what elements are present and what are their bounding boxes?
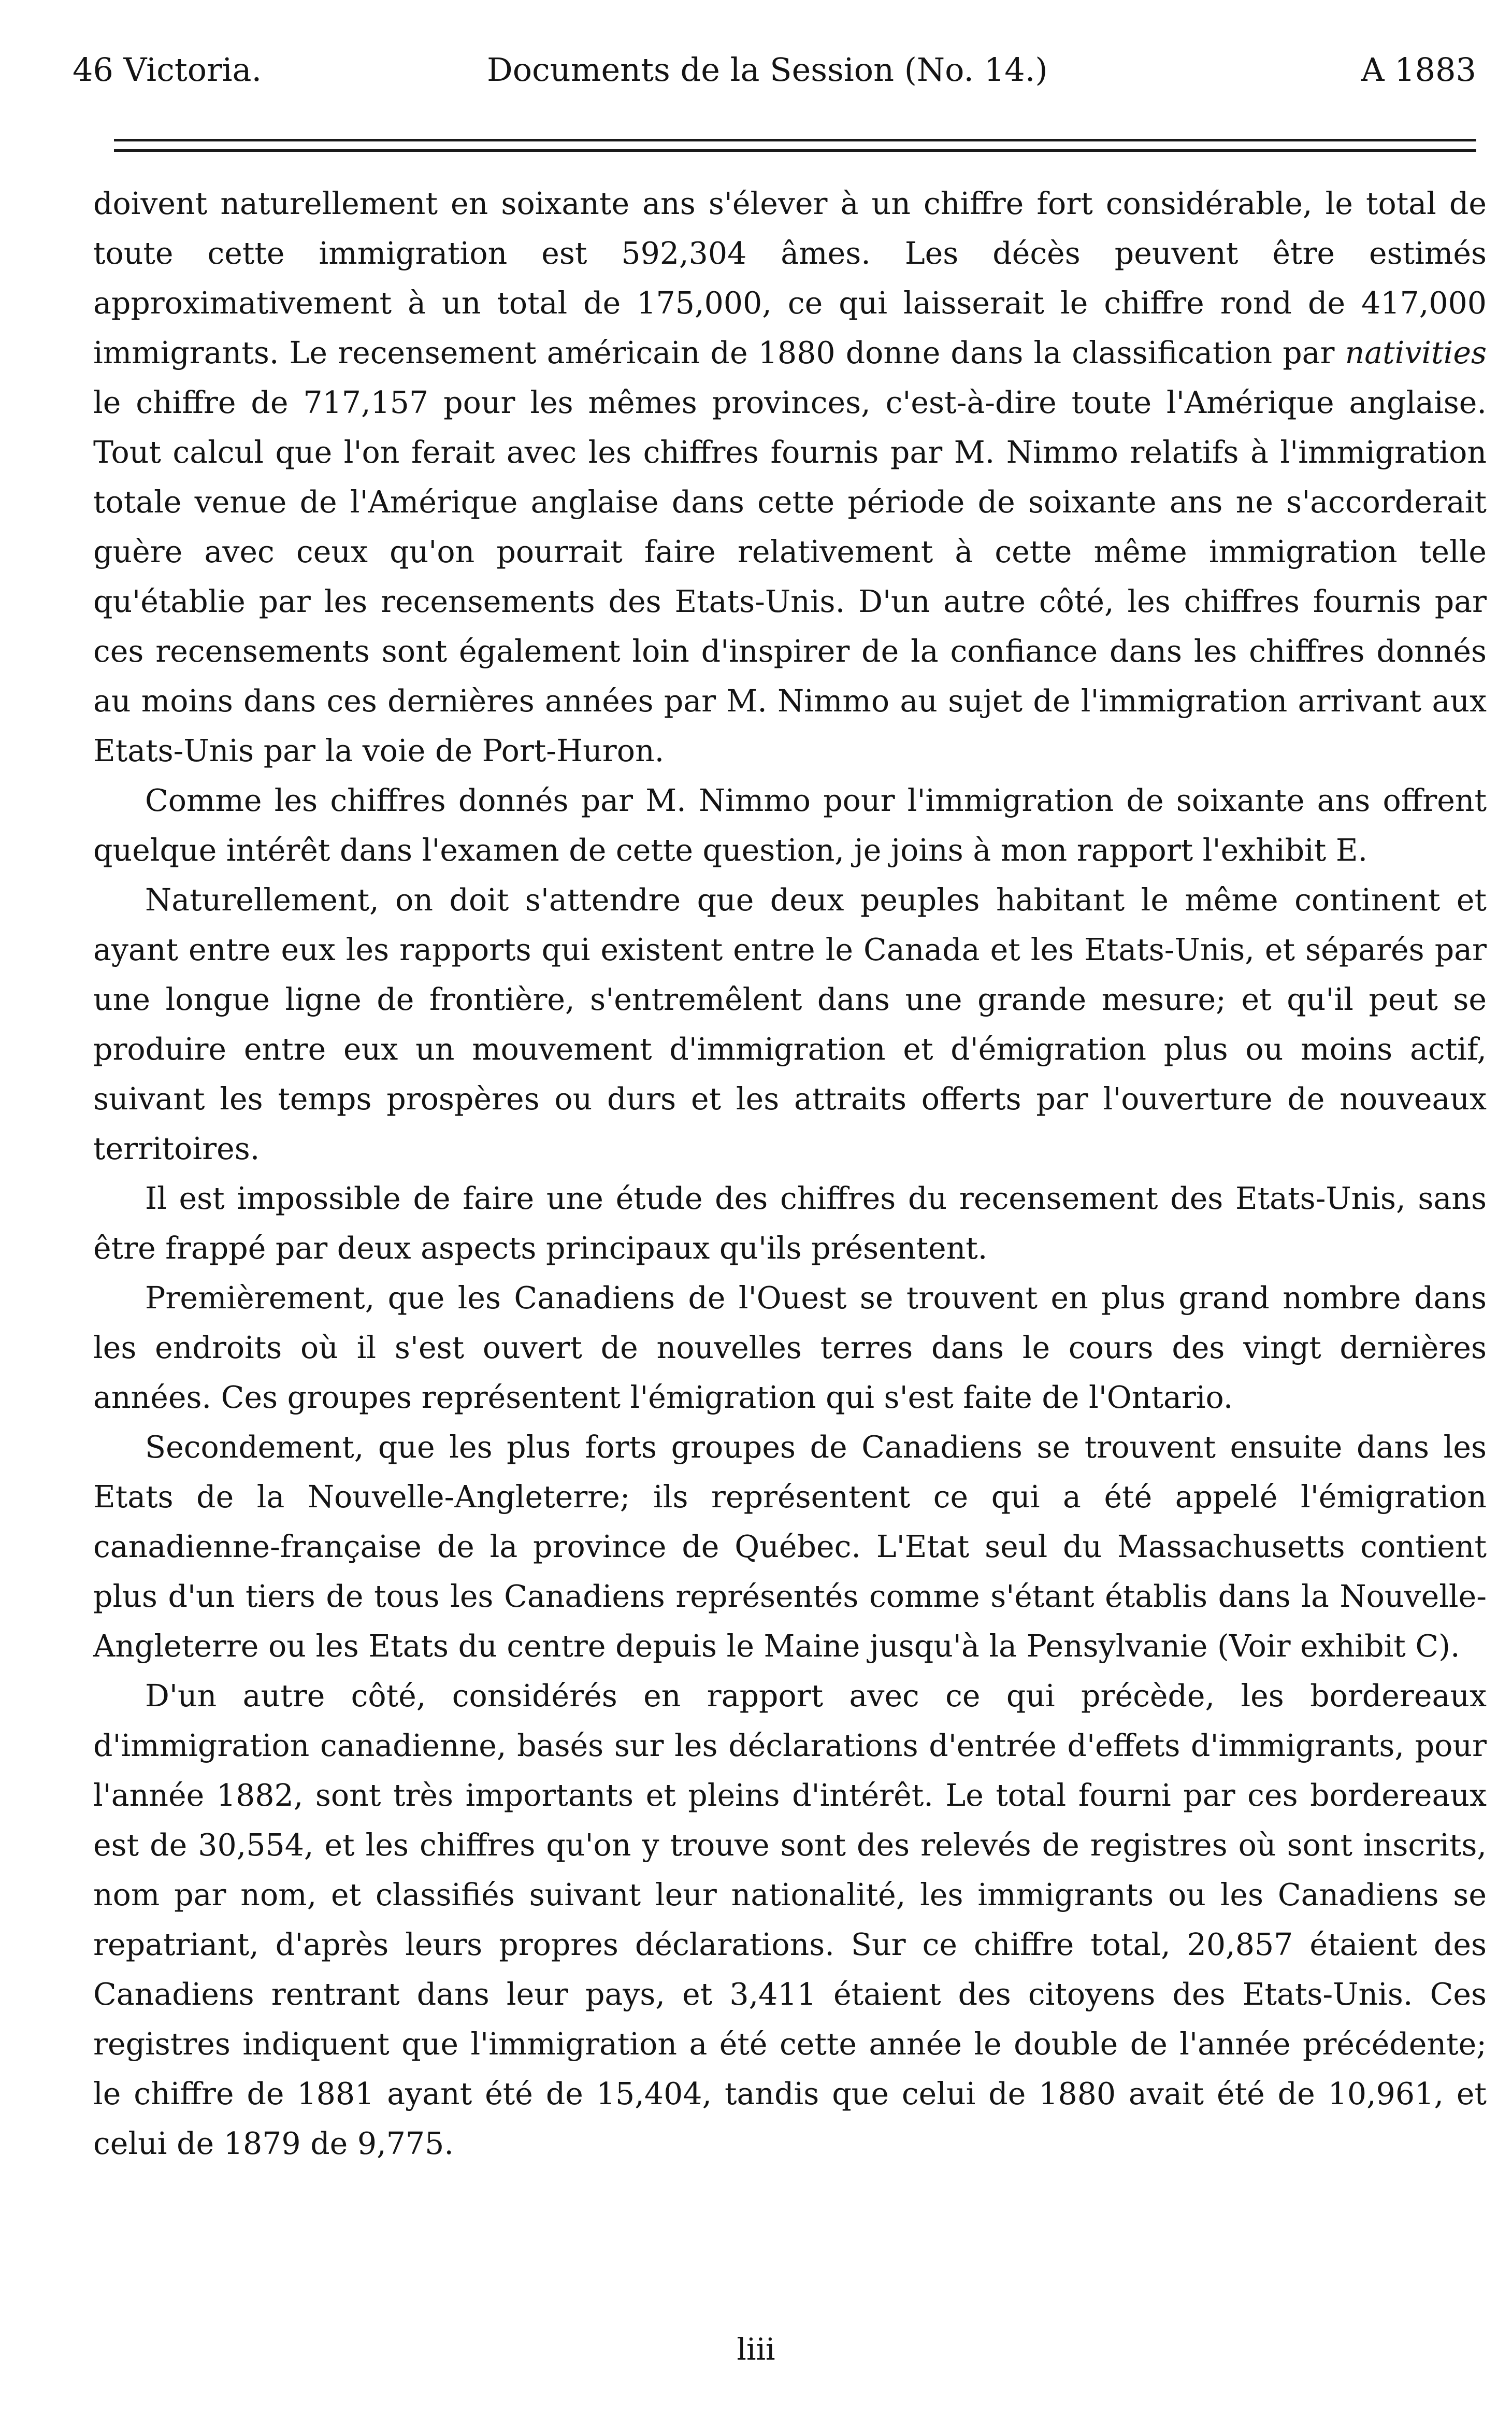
header-rule-top <box>114 139 1476 141</box>
header-document-title: Documents de la Session (No. 14.) <box>487 51 1048 89</box>
header-rule-bottom <box>114 149 1476 152</box>
header-session: 46 Victoria. <box>73 51 262 89</box>
page-header <box>73 51 1476 97</box>
paragraph-2: Comme les chiffres donnés par M. Nimmo pour l'immigration de soixante ans offrent quelque intérêt dans l'examen de cette question, je joins à mon rapport l'exhibit E. <box>93 783 1487 868</box>
page-number: liii <box>737 2332 775 2367</box>
paragraph-1-text-a: doivent naturellement en soixante ans s'élever à un chiffre fort considérable, le total de toute cette immigration est 592,304 âmes. Les décès peuvent être estimés approximativement à un total de 175,000, ce qui laisserait le chiffre rond de 417,000 immigrants. Le recensement américain de 1880 donne dans la classification par <box>93 186 1487 370</box>
paragraph-4: Il est impossible de faire une étude des chiffres du recensement des Etats-Unis, sans être frappé par deux aspects principaux qu'ils présentent. <box>93 1181 1487 1266</box>
paragraph-1 <box>93 179 1487 776</box>
paragraph-1-italic: nativities <box>1345 335 1487 370</box>
paragraph-7: D'un autre côté, considérés en rapport avec ce qui précède, les bordereaux d'immigration canadienne, basés sur les déclarations d'entrée d'effets d'immigrants, pour l'année 1882, sont très importants et pleins d'intérêt. Le total fourni par ces bordereaux est de 30,554, et les chiffres qu'on y trouve sont des relevés de registres où sont inscrits, nom par nom, et classifiés suivant leur nationalité, les immigrants ou les Canadiens se repatriant, d'après leurs propres déclarations. Sur ce chiffre total, 20,857 étaient des Canadiens rentrant dans leur pays, et 3,411 étaient des citoyens des Etats-Unis. Ces registres indiquent que l'immigration a été cette année le double de l'année précédente; le chiffre de 1881 ayant été de 15,404, tandis que celui de 1880 avait été de 10,961, et celui de 1879 de 9,775. <box>93 1678 1487 2161</box>
header-year: A 1883 <box>1361 51 1476 89</box>
paragraph-1-text-b: le chiffre de 717,157 pour les mêmes provinces, c'est-à-dire toute l'Amérique anglaise. Tout calcul que l'on ferait avec les chiffres fournis par M. Nimmo relatifs à l'immigration totale venue de l'Amérique anglaise dans cette période de soixante ans ne s'accorderait guère avec ceux qu'on pourrait faire relativement à cette même immigration telle qu'établie par les recensements des Etats-Unis. D'un autre côté, les chiffres fournis par ces recensements sont également loin d'inspirer de la confiance dans les chiffres donnés au moins dans ces dernières années par M. Nimmo au sujet de l'immigration arrivant aux Etats-Unis par la voie de Port-Huron. <box>93 385 1487 768</box>
paragraph-5: Premièrement, que les Canadiens de l'Ouest se trouvent en plus grand nombre dans les endroits où il s'est ouvert de nouvelles terres dans le cours des vingt dernières années. Ces groupes représentent l'émigration qui s'est faite de l'Ontario. <box>93 1280 1487 1415</box>
paragraph-6: Secondement, que les plus forts groupes de Canadiens se trouvent ensuite dans les Etats de la Nouvelle-Angleterre; ils représentent ce qui a été appelé l'émigration canadienne-française de la province de Québec. L'Etat seul du Massachusetts contient plus d'un tiers de tous les Canadiens représentés comme s'étant établis dans la Nouvelle-Angleterre ou les Etats du centre depuis le Maine jusqu'à la Pensylvanie (Voir exhibit C). <box>93 1430 1487 1664</box>
paragraph-3: Naturellement, on doit s'attendre que deux peuples habitant le même continent et ayant entre eux les rapports qui existent entre le Canada et les Etats-Unis, et séparés par une longue ligne de frontière, s'entremêlent dans une grande mesure; et qu'il peut se produire entre eux un mouvement d'immigration et d'émigration plus ou moins actif, suivant les temps prospères ou durs et les attraits offerts par l'ouverture de nouveaux territoires. <box>93 882 1487 1166</box>
body-text <box>93 179 1487 2168</box>
